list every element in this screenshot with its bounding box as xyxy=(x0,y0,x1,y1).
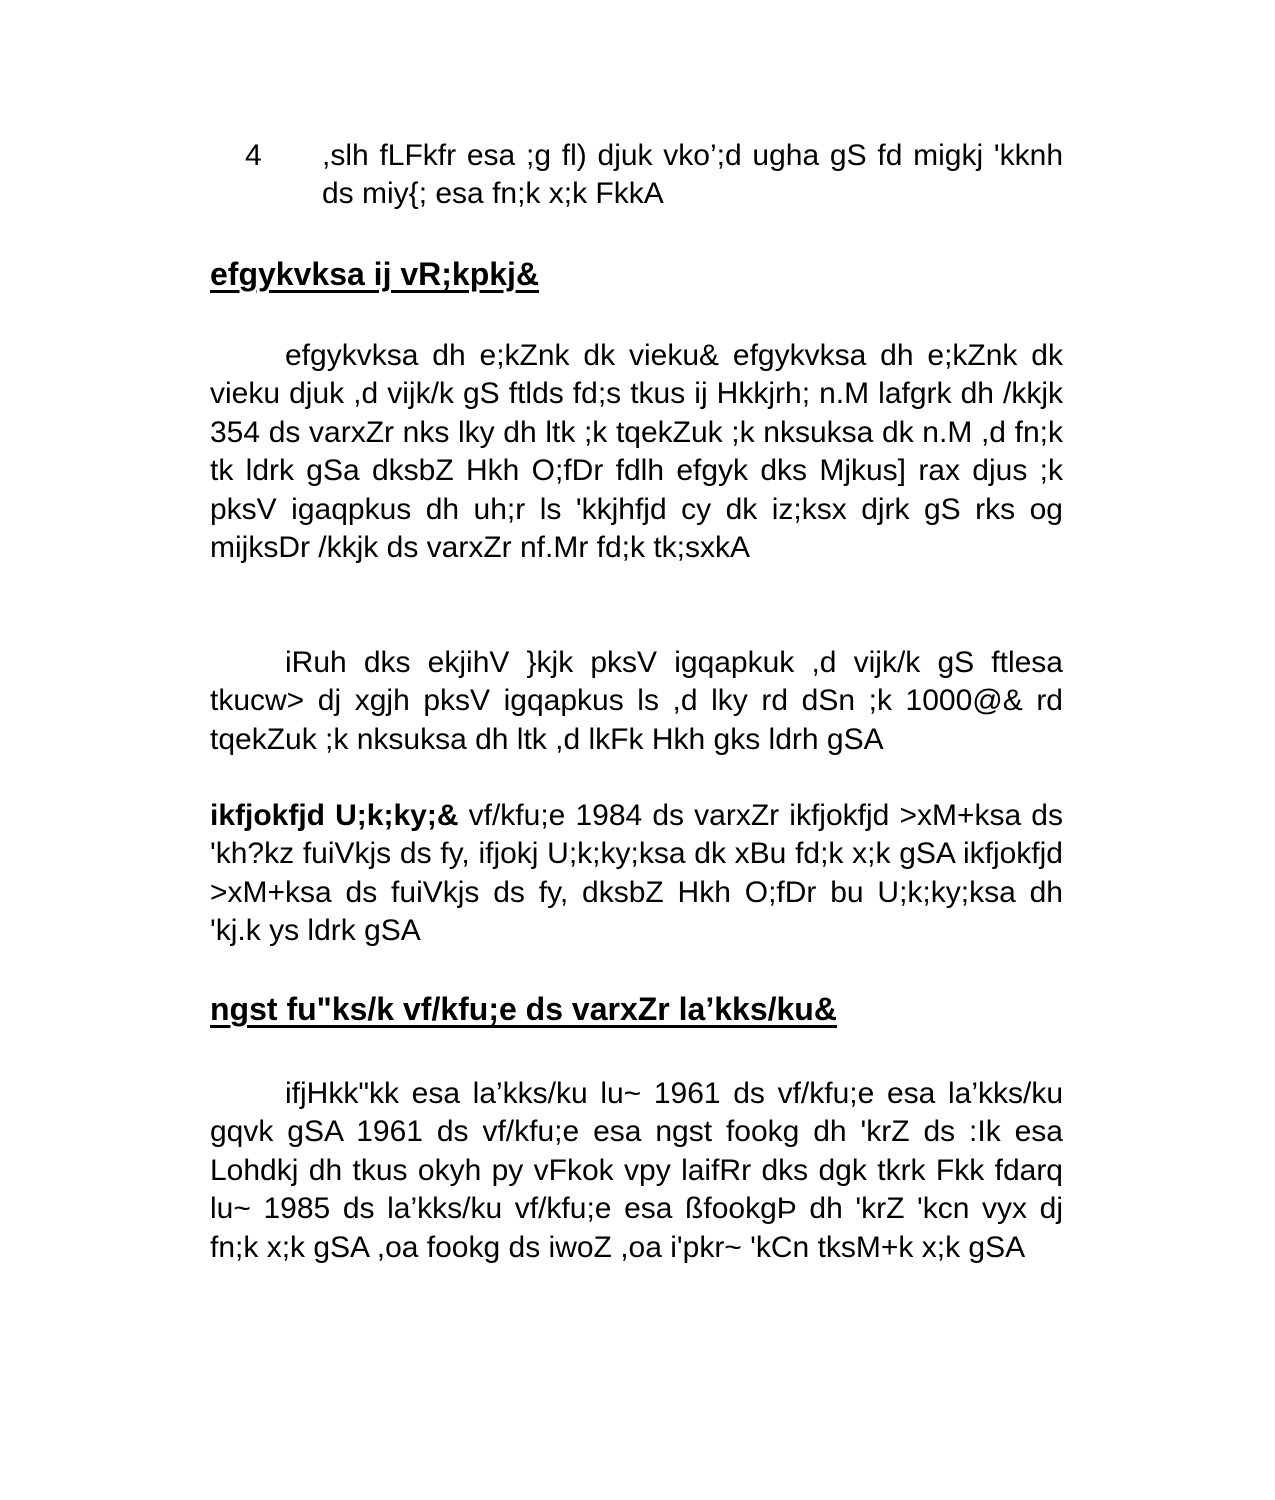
item-number: 4 xyxy=(245,139,262,172)
paragraph-definition-amendment: ifjHkk"kk esa la’kks/ku lu~ 1961 ds vf/kfu;e esa la’kks/ku gqvk gSA 1961 ds vf/kfu;e esa ngst fookg dh 'krZ ds :Ik esa Lohdkj dh tkus okyh py vFkok vpy laifRr dks dgk tkrk Fkk fdarq lu~ 1985 ds la’kks/ku vf/kfu;e esa ßfookgÞ dh 'krZ 'kcn vyx dj fn;k x;k gSA ,oa fookg ds iwoZ ,oa i'pkr~ 'kCn tksM+k x;k gSA xyxy=(210,1077,1063,1264)
item-text: ,slh fLFkfr esa ;g fl) djuk vko’;d ugha gS fd migkj 'kknh ds miy{; esa fn;k x;k FkkA xyxy=(322,139,1063,211)
section-heading-atrocities: efgykvksa ij vR;kpkj& xyxy=(210,256,540,292)
paragraph-dignity: efgykvksa dh e;kZnk dk vieku& efgykvksa dh e;kZnk dk vieku djuk ,d vijk/k gS ftlds fd;s tkus ij Hkkjrh; n.M lafgrk dh /kkjk 354 ds varxZr nks lky dh ltk ;k tqekZuk ;k nksuksa dk n.M ,d fn;k tk ldrk gSa dksbZ Hkh O;fDr fdlh efgyk dks Mjkus] rax djus ;k pksV igaqpkus dh uh;r ls 'kkjhfjd cy dk iz;ksx djrk gS rks og mijksDr /kkjk ds varxZr nf.Mr fd;k tk;sxkA xyxy=(210,339,1063,565)
paragraph-wife-beating: iRuh dks ekjihV }kjk pksV igqapkuk ,d vijk/k gS ftlesa tkucw> dj xgjh pksV igqapkus ls ,d lky rd dSn ;k 1000@& rd tqekZuk ;k nksuksa dh ltk ,d lkFk Hkh gks ldrh gSA xyxy=(210,646,1063,756)
family-court-label: ikfjokfjd U;k;ky;& xyxy=(210,799,459,832)
numbered-item-4 xyxy=(210,137,1063,214)
paragraph-family-court xyxy=(210,797,1063,951)
family-court-text: vf/kfu;e 1984 ds varxZr ikfjokfjd >xM+ksa ds 'kh?kz fuiVkjs ds fy, ifjokj U;k;ky;ksa dk xBu fd;k x;k gSA ikfjokfjd >xM+ksa ds fuiVkjs ds fy, dksbZ Hkh O;fDr bu U;k;ky;ksa dh 'kj.k ys ldrk gSA xyxy=(210,799,1063,948)
section-heading-dowry-amendment: ngst fu"ks/k vf/kfu;e ds varxZr la’kks/ku& xyxy=(210,991,837,1027)
